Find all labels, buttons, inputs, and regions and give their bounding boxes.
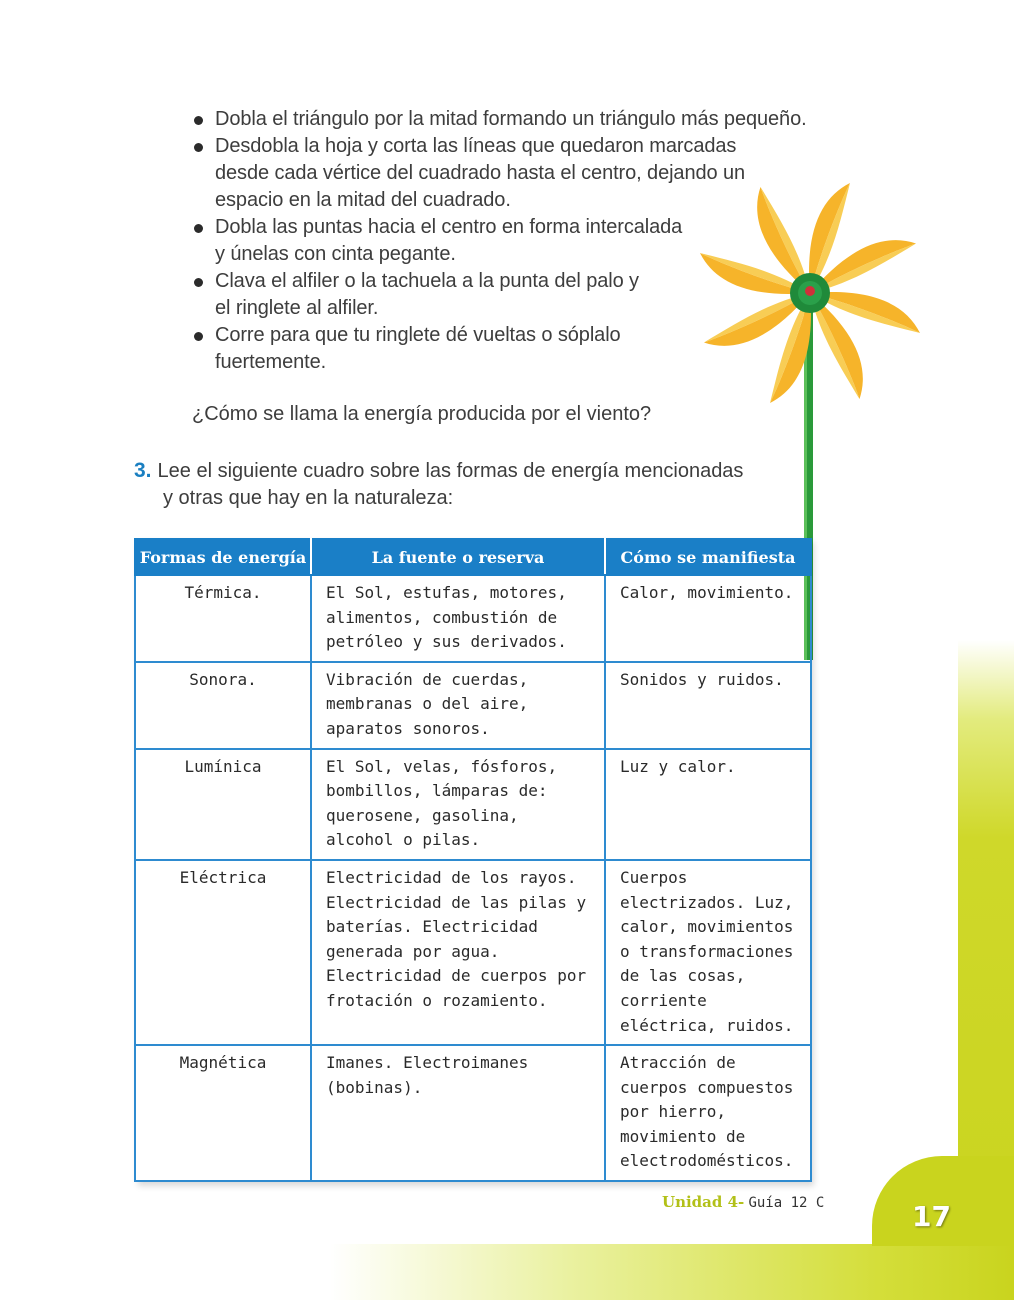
table-row bbox=[135, 860, 811, 1045]
instruction-step bbox=[192, 268, 655, 322]
energy-form-cell: Térmica. bbox=[135, 575, 311, 662]
energy-manifest-cell: Sonidos y ruidos. bbox=[605, 662, 811, 749]
instruction-step bbox=[192, 133, 790, 214]
table-row bbox=[135, 662, 811, 749]
energy-manifest-cell: Calor, movimiento. bbox=[605, 575, 811, 662]
question-text: ¿Cómo se llama la energía producida por el viento? bbox=[192, 403, 652, 425]
energy-source-cell: Imanes. Electroimanes (bobinas). bbox=[311, 1045, 605, 1181]
table-row bbox=[135, 575, 811, 662]
instruction-step bbox=[192, 322, 635, 376]
activity-3 bbox=[134, 457, 754, 512]
page-footer bbox=[662, 1193, 824, 1211]
energy-form-cell: Sonora. bbox=[135, 662, 311, 749]
energy-source-cell: Vibración de cuerdas, membranas o del aire, aparatos sonoros. bbox=[311, 662, 605, 749]
instruction-step-text: Dobla las puntas hacia el centro en forma intercalada y únelas con cinta pegante. bbox=[215, 216, 683, 265]
page-number: 17 bbox=[912, 1200, 951, 1233]
footer-guide: Guía 12 C bbox=[748, 1195, 825, 1211]
activity-text-line1: Lee el siguiente cuadro sobre las formas de energía mencionadas bbox=[157, 460, 744, 482]
table-header-row bbox=[135, 539, 811, 575]
energy-manifest-cell: Cuerpos electrizados. Luz, calor, movimientos o transformaciones de las cosas, corriente eléctrica, ruidos. bbox=[605, 860, 811, 1045]
table-row bbox=[135, 749, 811, 860]
footer-separator: - bbox=[738, 1193, 745, 1211]
energy-manifest-cell: Luz y calor. bbox=[605, 749, 811, 860]
table-row bbox=[135, 1045, 811, 1181]
column-header-forms: Formas de energía bbox=[135, 539, 311, 575]
energy-source-cell: Electricidad de los rayos. Electricidad de las pilas y baterías. Electricidad generada por agua. Electricidad de cuerpos por frotación o rozamiento. bbox=[311, 860, 605, 1045]
instruction-step-text: Corre para que tu ringlete dé vueltas o sóplalo fuertemente. bbox=[215, 324, 621, 373]
energy-form-cell: Lumínica bbox=[135, 749, 311, 860]
activity-number: 3. bbox=[134, 459, 152, 482]
column-header-manifest: Cómo se manifiesta bbox=[605, 539, 811, 575]
activity-text-line2: y otras que hay en la naturaleza: bbox=[163, 487, 454, 509]
instruction-step-text: Desdobla la hoja y corta las líneas que quedaron marcadas desde cada vértice del cuadrado hasta el centro, dejando un espacio en la mitad del cuadrado. bbox=[215, 135, 746, 211]
column-header-source: La fuente o reserva bbox=[311, 539, 605, 575]
instruction-step: Dobla el triángulo por la mitad formando un triángulo más pequeño. bbox=[192, 106, 812, 133]
footer-unit: Unidad 4 bbox=[662, 1193, 739, 1211]
energy-source-cell: El Sol, estufas, motores, alimentos, combustión de petróleo y sus derivados. bbox=[311, 575, 605, 662]
energy-forms-table bbox=[134, 538, 810, 1182]
energy-form-cell: Eléctrica bbox=[135, 860, 311, 1045]
decorative-green-band-bottom bbox=[330, 1244, 1014, 1300]
instruction-step-text: Clava el alfiler o la tachuela a la punta del palo y el ringlete al alfiler. bbox=[215, 270, 639, 319]
energy-source-cell: El Sol, velas, fósforos, bombillos, lámparas de: querosene, gasolina, alcohol o pilas. bbox=[311, 749, 605, 860]
energy-manifest-cell: Atracción de cuerpos compuestos por hierro, movimiento de electrodomésticos. bbox=[605, 1045, 811, 1181]
energy-form-cell: Magnética bbox=[135, 1045, 311, 1181]
instruction-step bbox=[192, 214, 685, 268]
instruction-list bbox=[192, 106, 812, 376]
